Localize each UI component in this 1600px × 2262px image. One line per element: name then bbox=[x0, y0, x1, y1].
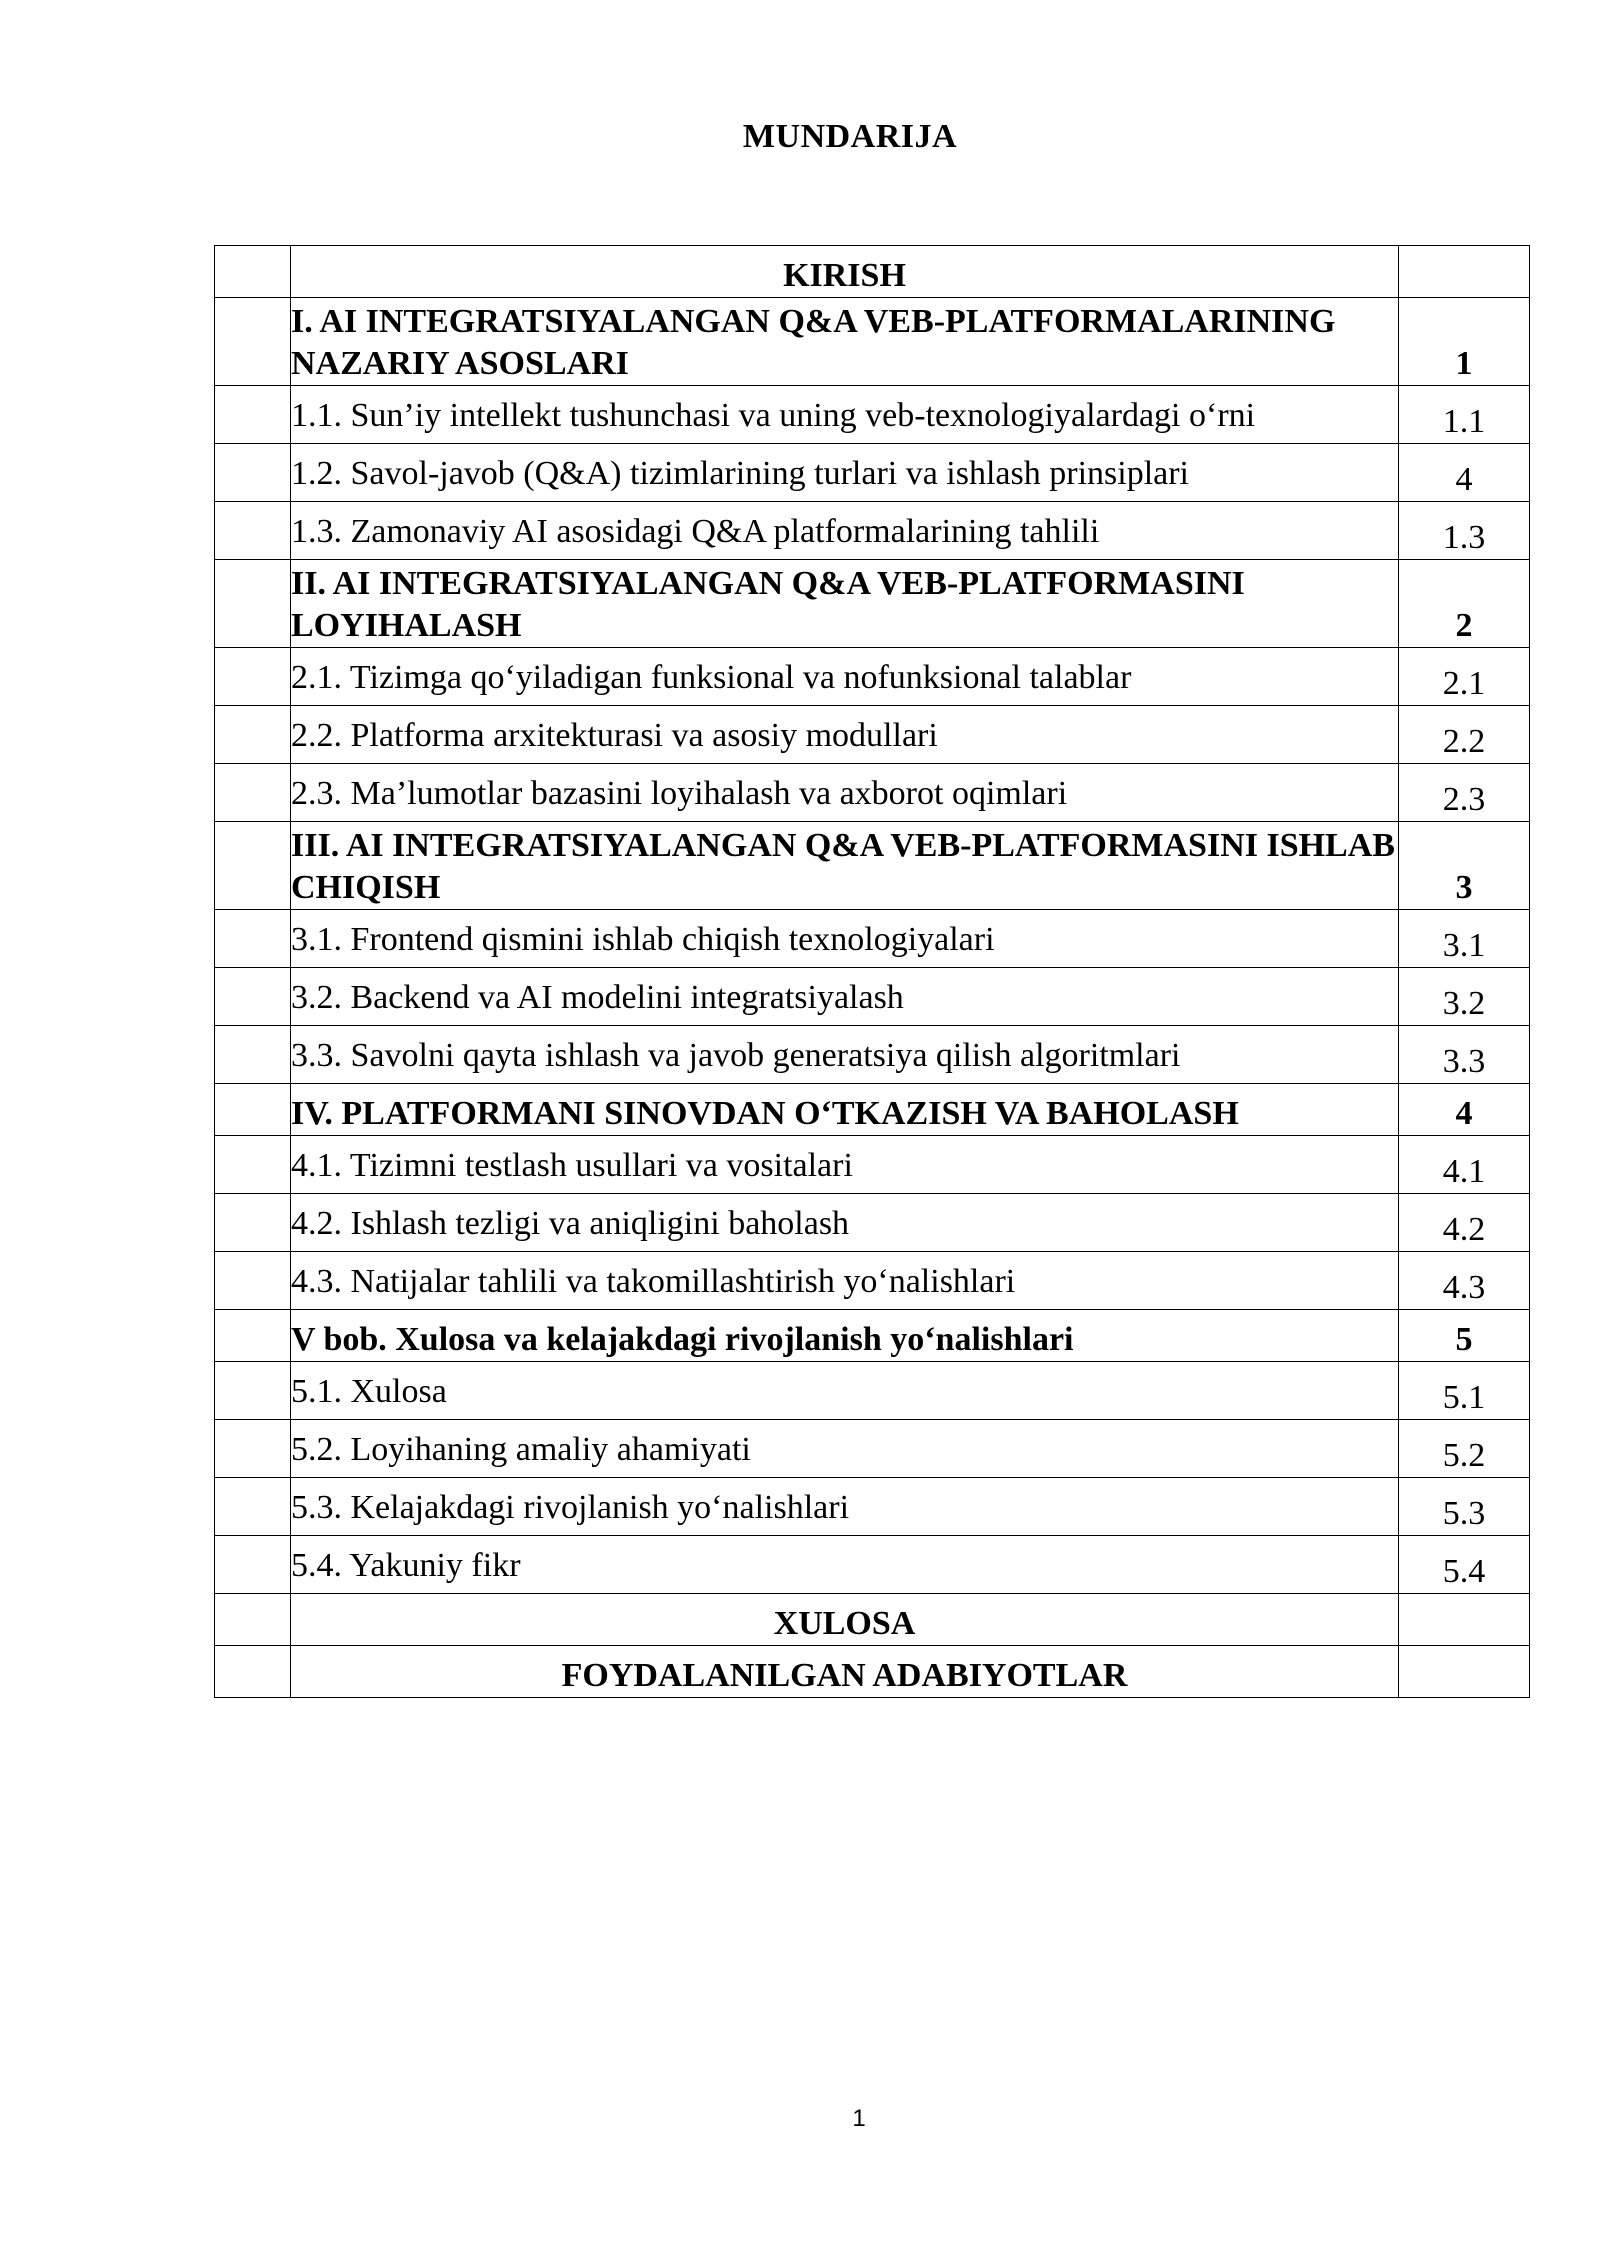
toc-row-section bbox=[215, 386, 1530, 444]
toc-entry-title: III. AI INTEGRATSIYALANGAN Q&A VEB-PLATFORMASINI ISHLAB CHIQISH bbox=[291, 822, 1399, 910]
toc-entry-title: 5.3. Kelajakdagi rivojlanish yo‘nalishlari bbox=[291, 1478, 1399, 1536]
toc-entry-page: 2 bbox=[1399, 560, 1530, 648]
toc-empty-cell bbox=[215, 1310, 291, 1362]
toc-entry-title: I. AI INTEGRATSIYALANGAN Q&A VEB-PLATFORMALARINING NAZARIY ASOSLARI bbox=[291, 298, 1399, 386]
toc-row-section bbox=[215, 1536, 1530, 1594]
toc-empty-cell bbox=[215, 560, 291, 648]
toc-entry-page: 4 bbox=[1399, 444, 1530, 502]
toc-row-section bbox=[215, 764, 1530, 822]
toc-empty-cell bbox=[215, 1478, 291, 1536]
toc-entry-page: 3 bbox=[1399, 822, 1530, 910]
toc-entry-page: 5.3 bbox=[1399, 1478, 1530, 1536]
toc-empty-cell bbox=[215, 968, 291, 1026]
toc-row-chapter bbox=[215, 560, 1530, 648]
toc-entry-title: KIRISH bbox=[291, 246, 1399, 298]
toc-entry-title: 1.2. Savol-javob (Q&A) tizimlarining turlari va ishlash prinsiplari bbox=[291, 444, 1399, 502]
toc-entry-page: 5.1 bbox=[1399, 1362, 1530, 1420]
toc-empty-cell bbox=[215, 1026, 291, 1084]
toc-entry-page: 5.2 bbox=[1399, 1420, 1530, 1478]
toc-entry-title: 4.2. Ishlash tezligi va aniqligini baholash bbox=[291, 1194, 1399, 1252]
toc-entry-page bbox=[1399, 246, 1530, 298]
toc-empty-cell bbox=[215, 1362, 291, 1420]
toc-row-section bbox=[215, 1026, 1530, 1084]
toc-entry-title: 3.2. Backend va AI modelini integratsiyalash bbox=[291, 968, 1399, 1026]
toc-empty-cell bbox=[215, 1420, 291, 1478]
toc-entry-page: 1 bbox=[1399, 298, 1530, 386]
toc-empty-cell bbox=[215, 1194, 291, 1252]
toc-entry-title: 2.1. Tizimga qo‘yiladigan funksional va nofunksional talablar bbox=[291, 648, 1399, 706]
toc-entry-title: XULOSA bbox=[291, 1594, 1399, 1646]
toc-entry-page: 4 bbox=[1399, 1084, 1530, 1136]
toc-entry-title: V bob. Xulosa va kelajakdagi rivojlanish yo‘nalishlari bbox=[291, 1310, 1399, 1362]
toc-empty-cell bbox=[215, 822, 291, 910]
toc-empty-cell bbox=[215, 706, 291, 764]
toc-entry-title: 3.3. Savolni qayta ishlash va javob generatsiya qilish algoritmlari bbox=[291, 1026, 1399, 1084]
toc-entry-page bbox=[1399, 1594, 1530, 1646]
toc-entry-page: 5 bbox=[1399, 1310, 1530, 1362]
toc-row-section bbox=[215, 968, 1530, 1026]
toc-entry-page: 3.3 bbox=[1399, 1026, 1530, 1084]
toc-entry-title: 5.4. Yakuniy fikr bbox=[291, 1536, 1399, 1594]
toc-row-chapter bbox=[215, 822, 1530, 910]
toc-entry-page: 1.1 bbox=[1399, 386, 1530, 444]
toc-row-section bbox=[215, 648, 1530, 706]
toc-row-heading bbox=[215, 1594, 1530, 1646]
toc-row-section bbox=[215, 1420, 1530, 1478]
toc-row-section bbox=[215, 1362, 1530, 1420]
toc-empty-cell bbox=[215, 298, 291, 386]
toc-empty-cell bbox=[215, 502, 291, 560]
toc-row-section bbox=[215, 910, 1530, 968]
toc-empty-cell bbox=[215, 1252, 291, 1310]
toc-empty-cell bbox=[215, 444, 291, 502]
toc-entry-page: 2.2 bbox=[1399, 706, 1530, 764]
document-title: MUNDARIJA bbox=[742, 118, 958, 155]
toc-entry-page: 2.3 bbox=[1399, 764, 1530, 822]
toc-empty-cell bbox=[215, 648, 291, 706]
toc-entry-title: 2.3. Ma’lumotlar bazasini loyihalash va axborot oqimlari bbox=[291, 764, 1399, 822]
toc-body bbox=[215, 246, 1530, 1698]
toc-entry-title: 1.1. Sun’iy intellekt tushunchasi va uning veb-texnologiyalardagi o‘rni bbox=[291, 386, 1399, 444]
toc-empty-cell bbox=[215, 246, 291, 298]
toc-row-heading bbox=[215, 246, 1530, 298]
toc-row-section bbox=[215, 444, 1530, 502]
toc-entry-page: 3.1 bbox=[1399, 910, 1530, 968]
toc-entry-title: II. AI INTEGRATSIYALANGAN Q&A VEB-PLATFORMASINI LOYIHALASH bbox=[291, 560, 1399, 648]
toc-entry-page: 1.3 bbox=[1399, 502, 1530, 560]
toc-row-chapter bbox=[215, 298, 1530, 386]
toc-row-section bbox=[215, 1478, 1530, 1536]
toc-entry-title: IV. PLATFORMANI SINOVDAN O‘TKAZISH VA BAHOLASH bbox=[291, 1084, 1399, 1136]
toc-row-section bbox=[215, 502, 1530, 560]
toc-entry-page: 4.1 bbox=[1399, 1136, 1530, 1194]
toc-entry-title: 5.1. Xulosa bbox=[291, 1362, 1399, 1420]
toc-entry-title: 2.2. Platforma arxitekturasi va asosiy modullari bbox=[291, 706, 1399, 764]
toc-entry-page: 4.3 bbox=[1399, 1252, 1530, 1310]
toc-row-section bbox=[215, 706, 1530, 764]
toc-row-section bbox=[215, 1194, 1530, 1252]
toc-entry-page bbox=[1399, 1646, 1530, 1698]
toc-entry-page: 2.1 bbox=[1399, 648, 1530, 706]
toc-entry-page: 3.2 bbox=[1399, 968, 1530, 1026]
toc-empty-cell bbox=[215, 1136, 291, 1194]
toc-empty-cell bbox=[215, 1646, 291, 1698]
toc-row-section bbox=[215, 1136, 1530, 1194]
toc-empty-cell bbox=[215, 910, 291, 968]
toc-entry-title: 3.1. Frontend qismini ishlab chiqish texnologiyalari bbox=[291, 910, 1399, 968]
toc-entry-page: 4.2 bbox=[1399, 1194, 1530, 1252]
toc-row-heading bbox=[215, 1646, 1530, 1698]
toc-entry-title: 1.3. Zamonaviy AI asosidagi Q&A platformalarining tahlili bbox=[291, 502, 1399, 560]
toc-empty-cell bbox=[215, 764, 291, 822]
toc-row-section bbox=[215, 1252, 1530, 1310]
toc-empty-cell bbox=[215, 1084, 291, 1136]
toc-entry-title: 5.2. Loyihaning amaliy ahamiyati bbox=[291, 1420, 1399, 1478]
table-of-contents bbox=[214, 245, 1530, 1698]
toc-empty-cell bbox=[215, 386, 291, 444]
toc-row-chapter bbox=[215, 1084, 1530, 1136]
page-number: 1 bbox=[852, 2105, 866, 2132]
toc-entry-page: 5.4 bbox=[1399, 1536, 1530, 1594]
toc-entry-title: 4.1. Tizimni testlash usullari va vositalari bbox=[291, 1136, 1399, 1194]
toc-entry-title: 4.3. Natijalar tahlili va takomillashtirish yo‘nalishlari bbox=[291, 1252, 1399, 1310]
toc-row-chapter bbox=[215, 1310, 1530, 1362]
toc-empty-cell bbox=[215, 1594, 291, 1646]
toc-empty-cell bbox=[215, 1536, 291, 1594]
toc-entry-title: FOYDALANILGAN ADABIYOTLAR bbox=[291, 1646, 1399, 1698]
